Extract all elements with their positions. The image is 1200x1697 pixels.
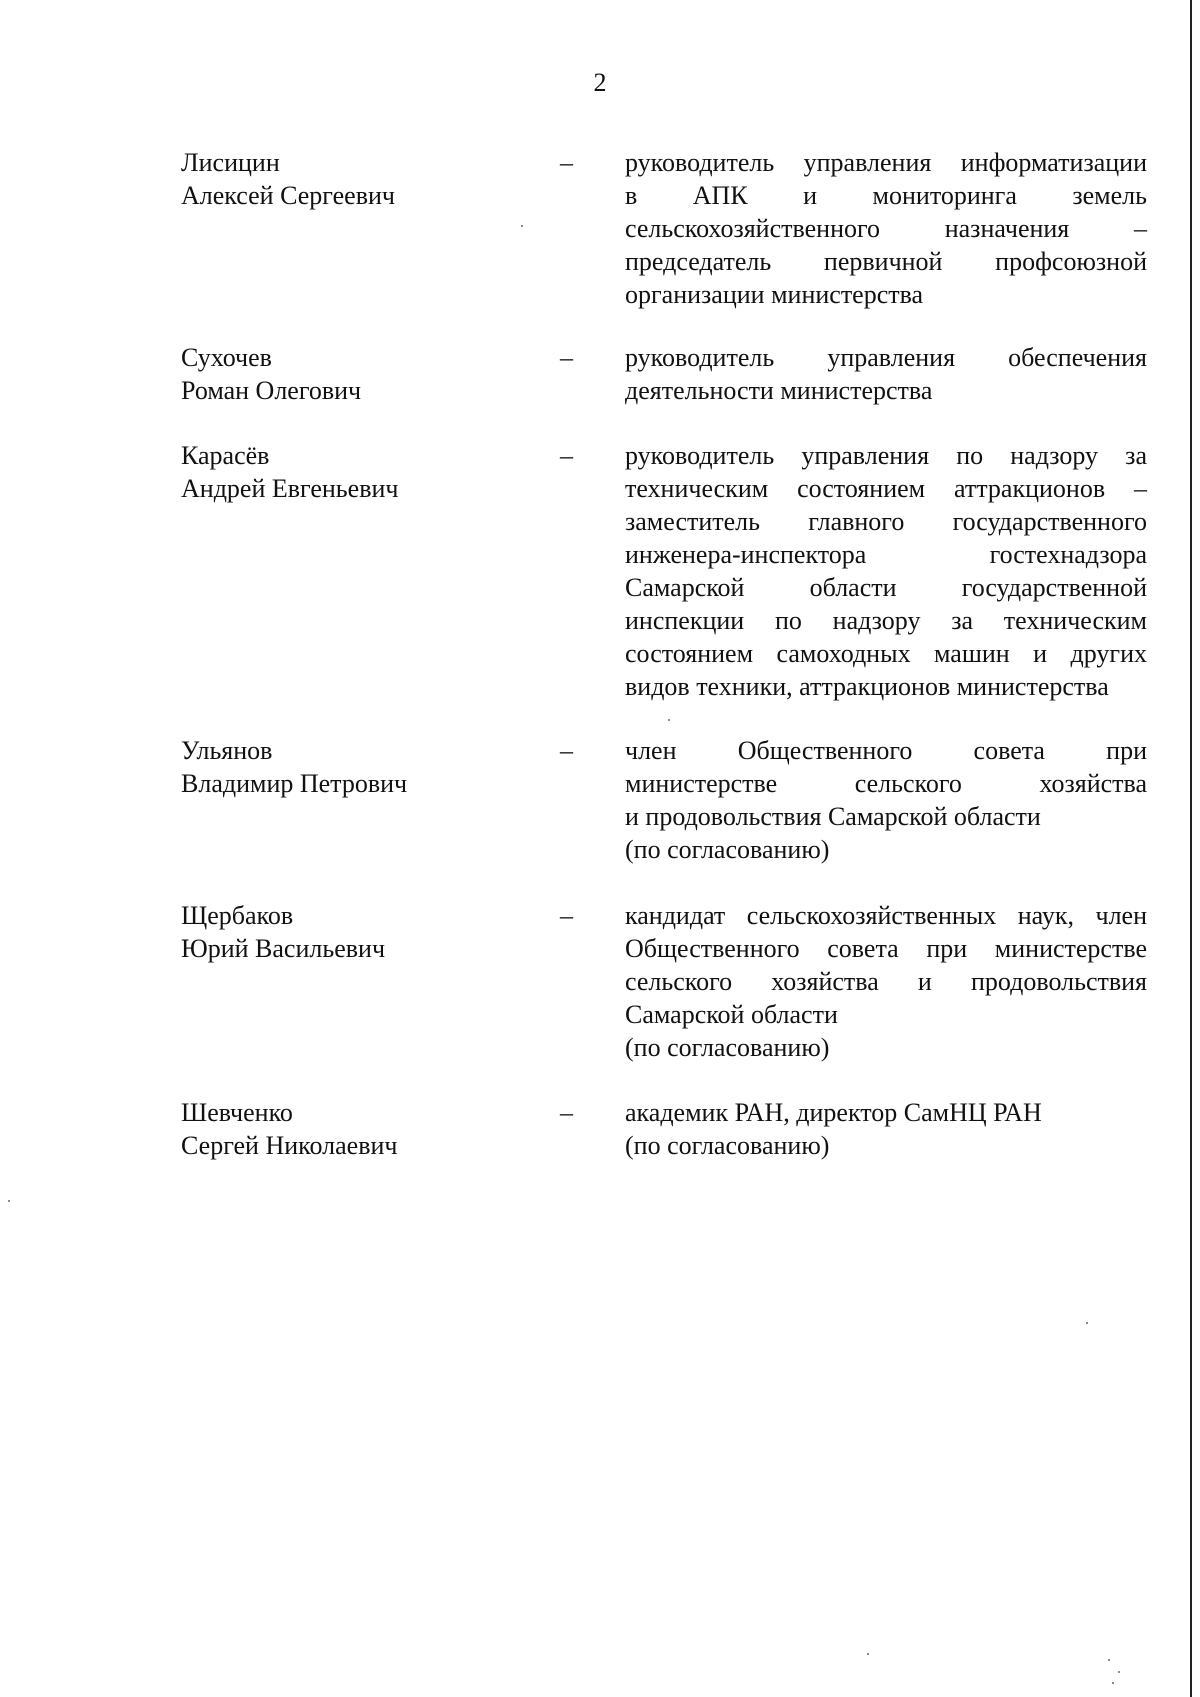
separator-dash: – bbox=[560, 441, 573, 470]
role-line: Самарской области bbox=[625, 1000, 838, 1029]
role-line: видов техники, аттракционов министерства bbox=[625, 672, 1109, 701]
member-name bbox=[181, 1096, 511, 1162]
member-given-names: Юрий Васильевич bbox=[181, 934, 386, 963]
member-given-names: Андрей Евгеньевич bbox=[181, 474, 399, 503]
member-given-names: Владимир Петрович bbox=[181, 769, 408, 798]
role-line: Общественного совета при министерстве bbox=[625, 934, 1147, 963]
role-line: сельскохозяйственного назначения – bbox=[625, 214, 1147, 243]
role-line: руководитель управления обеспечения bbox=[625, 343, 1147, 372]
member-name bbox=[181, 146, 511, 212]
role-line: руководитель управления информатизации bbox=[625, 148, 1147, 177]
role-line: и продовольствия Самарской области bbox=[625, 802, 1041, 831]
role-line: Самарской области государственной bbox=[625, 573, 1147, 602]
role-line: председатель первичной профсоюзной bbox=[625, 247, 1147, 276]
member-surname: Ульянов bbox=[181, 736, 273, 765]
role-line: министерстве сельского хозяйства bbox=[625, 769, 1147, 798]
member-surname: Карасёв bbox=[181, 441, 270, 470]
scan-speck bbox=[521, 225, 523, 227]
role-line: академик РАН, директор СамНЦ РАН bbox=[625, 1098, 1042, 1127]
member-surname: Сухочев bbox=[181, 343, 272, 372]
scan-speck bbox=[867, 1653, 869, 1655]
member-role bbox=[625, 439, 1147, 703]
role-line: инспекции по надзору за техническим bbox=[625, 606, 1147, 635]
role-line: (по согласованию) bbox=[625, 1131, 830, 1160]
member-role bbox=[625, 899, 1147, 1064]
role-line: (по согласованию) bbox=[625, 1033, 830, 1062]
role-line: сельского хозяйства и продовольствия bbox=[625, 967, 1147, 996]
member-name bbox=[181, 341, 511, 407]
member-surname: Лисицин bbox=[181, 148, 280, 177]
separator-dash: – bbox=[560, 343, 573, 372]
role-line: техническим состоянием аттракционов – bbox=[625, 474, 1147, 503]
member-given-names: Роман Олегович bbox=[181, 376, 362, 405]
scan-speck bbox=[1108, 1659, 1110, 1661]
separator-dash: – bbox=[560, 736, 573, 765]
role-line: инженера-инспектора гостехнадзора bbox=[625, 540, 1147, 569]
role-line: деятельности министерства bbox=[625, 376, 933, 405]
separator-dash: – bbox=[560, 1098, 573, 1127]
member-role bbox=[625, 1096, 1147, 1162]
role-line: заместитель главного государственного bbox=[625, 507, 1147, 536]
member-role bbox=[625, 341, 1147, 407]
role-line: (по согласованию) bbox=[625, 835, 830, 864]
page-number: 2 bbox=[593, 68, 607, 97]
member-role bbox=[625, 146, 1147, 311]
member-given-names: Сергей Николаевич bbox=[181, 1131, 398, 1160]
member-name bbox=[181, 899, 511, 965]
separator-dash: – bbox=[560, 901, 573, 930]
separator-dash: – bbox=[560, 148, 573, 177]
role-line: в АПК и мониторинга земель bbox=[625, 181, 1147, 210]
member-surname: Щербаков bbox=[181, 901, 294, 930]
member-role bbox=[625, 734, 1147, 866]
role-line: член Общественного совета при bbox=[625, 736, 1147, 765]
member-surname: Шевченко bbox=[181, 1098, 293, 1127]
scan-speck bbox=[1112, 1682, 1114, 1684]
member-name bbox=[181, 734, 511, 800]
member-given-names: Алексей Сергеевич bbox=[181, 181, 395, 210]
scan-speck bbox=[1118, 1671, 1120, 1673]
role-line: организации министерства bbox=[625, 280, 924, 309]
scan-speck bbox=[1086, 1322, 1088, 1324]
role-line: руководитель управления по надзору за bbox=[625, 441, 1147, 470]
scan-speck bbox=[8, 1200, 10, 1202]
role-line: состоянием самоходных машин и других bbox=[625, 639, 1147, 668]
scan-edge-line bbox=[1190, 0, 1192, 1697]
role-line: кандидат сельскохозяйственных наук, член bbox=[625, 901, 1147, 930]
scan-speck bbox=[668, 719, 670, 721]
member-name bbox=[181, 439, 511, 505]
